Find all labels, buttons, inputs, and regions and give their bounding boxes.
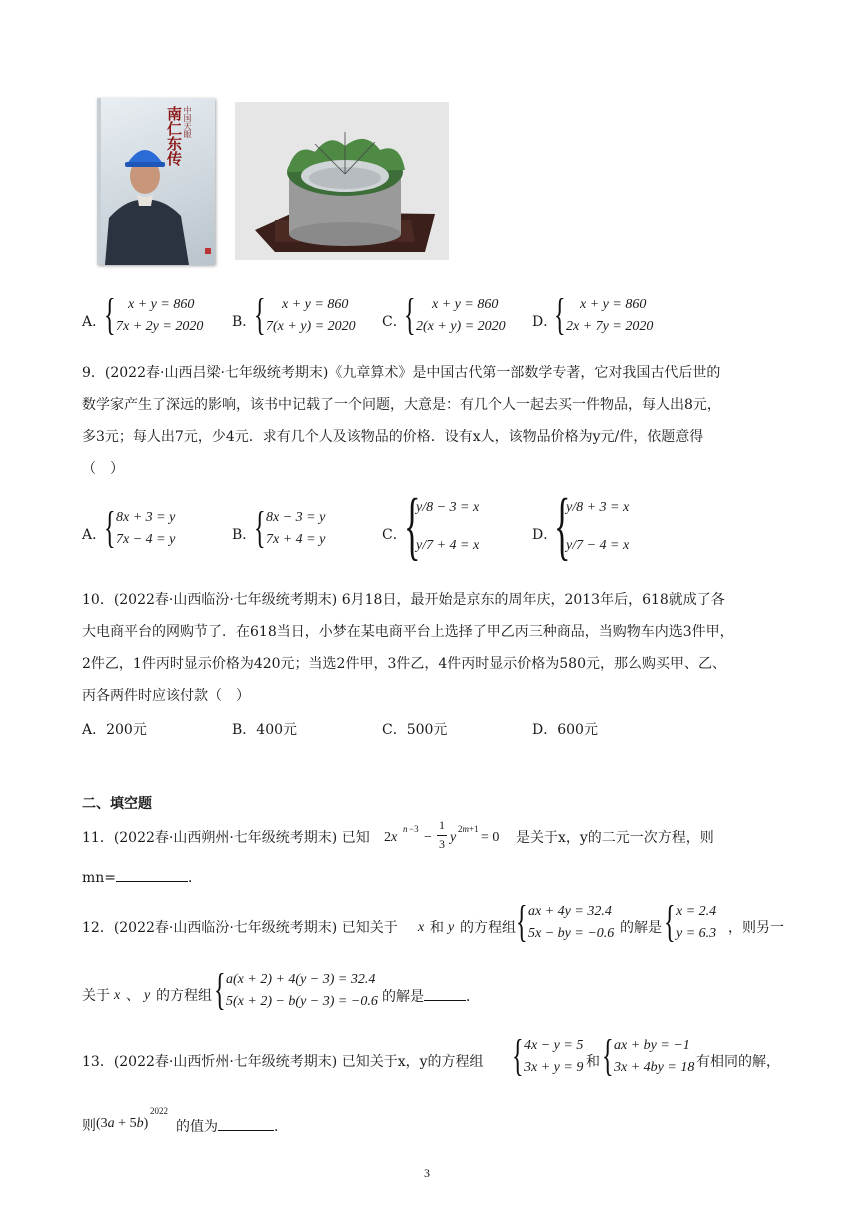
q8-a-eq1: x + y = 860 [128,297,195,312]
q10-option-b: B．400元 [232,722,298,738]
q9-option-b-system: { 8x − 3 = y 7x + 4 = y [254,503,326,552]
q11-mn-label: mn= [82,870,117,886]
q10-line-2: 大电商平台的网购节了．在618当日，小梦在某电商平台上选择了甲乙丙三种商品，当购物车内选3件甲， [82,624,734,640]
q9-c-eq1: y/8 − 3 = x [416,500,480,515]
q13-period: ． [274,1119,288,1135]
q12-prefix: 12．(2022春·山西临汾·七年级统考期末) 已知关于 [82,920,398,936]
q13-sys1-eq2: 3x + y = 9 [524,1060,584,1075]
section-heading-fill-in: 二、填空题 [82,796,152,812]
q8-b-eq2: 7(x + y) = 2020 [266,319,356,334]
q9-b-eq2: 7x + 4 = y [266,532,326,547]
q9-d-eq1: y/8 + 3 = x [566,500,630,515]
q12-and: 和 [430,920,444,936]
q9-line-1: 9．(2022春·山西吕梁·七年级统考期末)《九章算术》是中国古代第一部数学专著，它对我国古代后世的 [82,365,721,381]
q10-option-a: A．200元 [82,722,147,738]
q8-c-eq2: 2(x + y) = 2020 [416,319,506,334]
q8-option-b-system: { x + y = 860 7(x + y) = 2020 [254,290,356,339]
q12-line2-var-x: x [114,988,121,1003]
q12-solution-label: 的解是 [382,989,424,1005]
book-title-small: 中国天眼 [183,106,192,138]
q8-option-d-label: D． [532,314,558,330]
q11-period: ． [188,870,203,886]
q13-sys1-eq1: 4x − y = 5 [524,1038,584,1053]
q12-line2-var-y: y [144,988,151,1003]
q8-option-d-system: { x + y = 860 2x + 7y = 2020 [554,290,654,339]
q12-solution-word: 的解是 [620,920,662,936]
q8-option-a-system: { x + y = 860 7x + 2y = 2020 [104,290,204,339]
q12-solution: { x = 2.4 y = 6.3 [664,897,717,946]
q8-c-eq1: x + y = 860 [432,297,499,312]
q13-answer-blank[interactable] [218,1116,274,1131]
q10-option-d: D．600元 [532,722,598,738]
q8-option-a-label: A． [82,314,107,330]
q11-line-2 [82,867,202,888]
q12-system-2: { a(x + 2) + 4(y − 3) = 32.4 5(x + 2) − b(y − 3) = −0.6 [214,965,378,1014]
q11-equation: 2x n −3 − 1 3 y 2m+1 = 0 [384,818,500,851]
q12-answer-blank[interactable] [424,986,466,1001]
q12-var-x: x [418,920,425,935]
q11-suffix: 是关于x，y的二元一次方程，则 [516,830,714,846]
q12-sol-x: x = 2.4 [676,904,717,919]
q13-system-2: { ax + by = −1 3x + 4by = 18 [602,1031,695,1080]
q13-sys2-eq2: 3x + 4by = 18 [614,1060,695,1075]
q12-end: ，则另一 [728,920,784,936]
q9-line-4: （ ） [82,461,124,477]
book-title: 南仁东传 [165,106,183,166]
q13-system-1: { 4x − y = 5 3x + y = 9 [512,1031,584,1080]
q11-prefix: 11．(2022春·山西朔州·七年级统考期末) 已知 [82,830,370,846]
q13-expression: (3a + 5b) 2022 [96,1106,168,1131]
q13-prefix: 13．(2022春·山西忻州·七年级统考期末) 已知关于x，y的方程组 [82,1054,484,1070]
q11-answer-blank[interactable] [116,867,188,882]
q13-value-label: 的值为 [176,1119,218,1135]
q8-b-eq1: x + y = 860 [282,297,349,312]
telescope-model-drawing [235,102,449,260]
q8-a-eq2: 7x + 2y = 2020 [116,319,204,334]
q9-a-eq1: 8x + 3 = y [116,510,176,525]
q8-option-c-label: C． [382,314,407,330]
q12-sol-y: y = 6.3 [676,926,717,941]
q8-d-eq1: x + y = 860 [580,297,647,312]
q10-line-1: 10．(2022春·山西临汾·七年级统考期末) 6月18日，最开始是京东的周年庆，2013年后，618就成了各 [82,592,725,608]
q9-a-eq2: 7x − 4 = y [116,532,176,547]
q12-sys1-eq2: 5x − by = −0.6 [528,926,615,941]
q13-sys2-eq1: ax + by = −1 [614,1038,690,1053]
portrait-figure [97,98,215,265]
q12-line2-system-word: 的方程组 [156,988,212,1004]
q9-option-a-system: { 8x + 3 = y 7x − 4 = y [104,503,176,552]
q9-option-c-system: { y/8 − 3 = x y/7 + 4 = x [404,484,480,568]
q12-line2-prefix: 关于 [82,988,110,1004]
book-cover-image [97,98,215,265]
q12-sys2-eq1: a(x + 2) + 4(y − 3) = 32.4 [226,972,376,987]
q9-option-a-label: A． [82,527,107,543]
q12-system-1: { ax + 4y = 32.4 5x − by = −0.6 [516,897,615,946]
q12-var-y: y [448,920,455,935]
q12-line2-end [382,986,480,1007]
q12-line2-sep: 、 [126,988,140,1004]
q13-line2-prefix: 则 [82,1118,96,1134]
q12-period: ． [466,989,480,1005]
q8-option-b-label: B． [232,314,257,330]
q13-and: 和 [586,1054,600,1070]
q12-sys2-eq2: 5(x + 2) − b(y − 3) = −0.6 [226,994,378,1009]
q12-sys1-eq1: ax + 4y = 32.4 [528,904,612,919]
q9-b-eq1: 8x − 3 = y [266,510,326,525]
q10-line-3: 2件乙，1件丙时显示价格为420元；当选2件甲，3件乙，4件丙时显示价格为580元，那么购买甲、乙、 [82,656,726,672]
q13-line2-end [176,1116,288,1137]
q9-line-2: 数学家产生了深远的影响，该书中记载了一个问题，大意是：有几个人一起去买一件物品，每人出8元， [82,397,721,413]
q9-option-c-label: C． [382,527,407,543]
q8-option-c-system: { x + y = 860 2(x + y) = 2020 [404,290,506,339]
q10-option-c: C．500元 [382,722,448,738]
q9-line-3: 多3元；每人出7元，少4元．求有几个人及该物品的价格．设有x人，该物品价格为y元/件，依题意得 [82,429,704,445]
q8-d-eq2: 2x + 7y = 2020 [566,319,654,334]
q12-system-word: 的方程组 [460,920,516,936]
fast-telescope-model-image [235,102,449,260]
q9-c-eq2: y/7 + 4 = x [416,538,480,553]
q10-line-4: 丙各两件时应该付款（ ） [82,688,250,704]
q9-option-d-system: { y/8 + 3 = x y/7 − 4 = x [554,484,630,568]
q9-option-d-label: D． [532,527,558,543]
q9-option-b-label: B． [232,527,257,543]
page-number: 3 [424,1166,430,1180]
q13-end: 有相同的解， [696,1054,780,1070]
q9-d-eq2: y/7 − 4 = x [566,538,630,553]
